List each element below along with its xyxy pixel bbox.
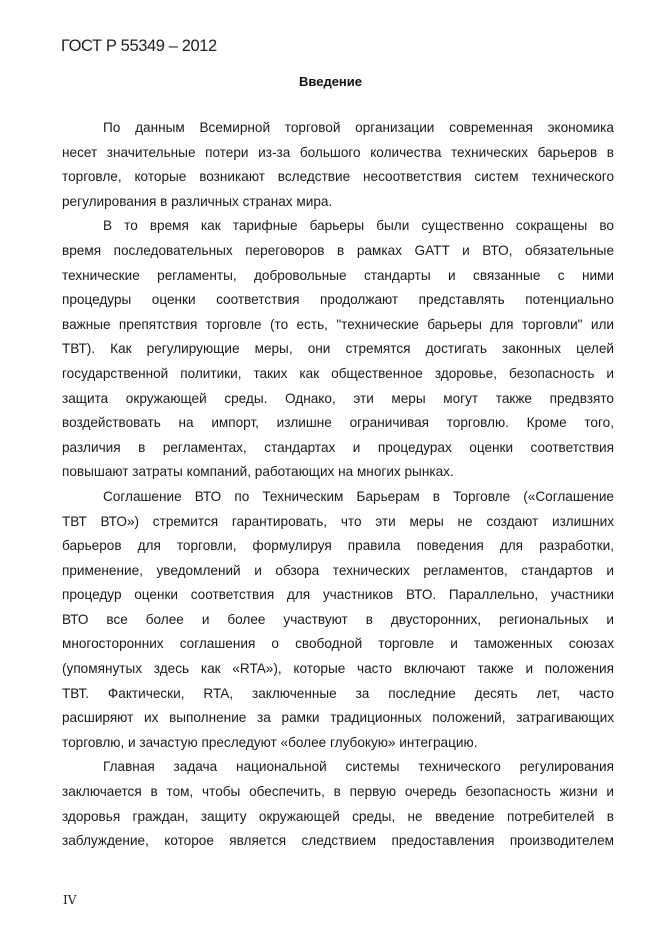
standard-code-header: ГОСТ Р 55349 – 2012	[61, 37, 217, 55]
text-line: ТВТ). Как регулирующие меры, они стремятся достигать законных целей	[62, 341, 614, 357]
text-line: различия в регламентах, стандартах и процедурах оценки соответствия	[62, 439, 614, 455]
text-line: повышают затраты компаний, работающих на многих рынках.	[62, 464, 454, 480]
text-line: защита окружающей среды. Однако, эти меры могут также предвзято	[62, 390, 614, 406]
text-line: время последовательных переговоров в рамках GATT и ВТО, обязательные	[62, 242, 614, 258]
text-line: барьеров для торговли, формулируя правила поведения для разработки,	[62, 538, 614, 554]
text-line: торговле, которые возникают вследствие несоответствия систем технического	[62, 169, 614, 185]
text-line: государственной политики, таких как общественное здоровье, безопасность и	[62, 365, 614, 381]
text-line: заблуждение, которое является следствием предоставления производителем	[62, 833, 614, 849]
text-line: ВТО все более и более участвуют в двусторонних, региональных и	[62, 611, 614, 627]
text-line: В то время как тарифные барьеры были существенно сокращены во	[103, 218, 614, 234]
text-line: Соглашение ВТО по Техническим Барьерам в Торговле («Соглашение	[103, 488, 614, 504]
section-title: Введение	[299, 74, 362, 89]
body-text	[62, 116, 614, 854]
paragraph	[62, 485, 614, 756]
text-line: По данным Всемирной торговой организации современная экономика	[103, 120, 614, 135]
text-line: процедуры оценки соответствия продолжают представлять потенциально	[62, 292, 614, 308]
text-line: ТВТ. Фактически, RTA, заключенные за последние десять лет, часто	[62, 685, 614, 701]
text-line: здоровья граждан, защиту окружающей среды, не введение потребителей в	[62, 808, 614, 824]
text-line: расширяют их выполнение за рамки традиционных положений, затрагивающих	[62, 710, 614, 726]
text-line: торговлю, и зачастую преследуют «более глубокую» интеграцию.	[62, 734, 478, 750]
text-line: технические регламенты, добровольные стандарты и связанные с ними	[62, 267, 614, 283]
paragraph	[62, 214, 614, 485]
text-line: применение, уведомлений и обзора технических регламентов, стандартов и	[62, 562, 614, 578]
text-line: (упомянутых здесь как «RTA»), которые часто включают также и положения	[62, 661, 614, 677]
paragraph	[62, 755, 614, 853]
text-line: несет значительные потери из-за большого количества технических барьеров в	[62, 144, 614, 160]
text-line: регулирования в различных странах мира.	[62, 193, 333, 209]
text-line: важные препятствия торговле (то есть, "технические барьеры для торговли" или	[62, 316, 614, 332]
text-line: Главная задача национальной системы технического регулирования	[103, 759, 614, 775]
text-line: многосторонних соглашения о свободной торговле и таможенных союзах	[62, 636, 614, 652]
text-line: процедур оценки соответствия для участников ВТО. Параллельно, участники	[62, 587, 614, 603]
paragraph	[62, 116, 614, 214]
page-number: IV	[63, 893, 77, 907]
text-line: ТВТ ВТО») стремится гарантировать, что эти меры не создают излишних	[62, 513, 614, 529]
text-line: воздействовать на импорт, излишне ограничивая торговлю. Кроме того,	[62, 415, 614, 431]
text-line: заключается в том, чтобы обеспечить, в первую очередь безопасность жизни и	[62, 784, 614, 800]
